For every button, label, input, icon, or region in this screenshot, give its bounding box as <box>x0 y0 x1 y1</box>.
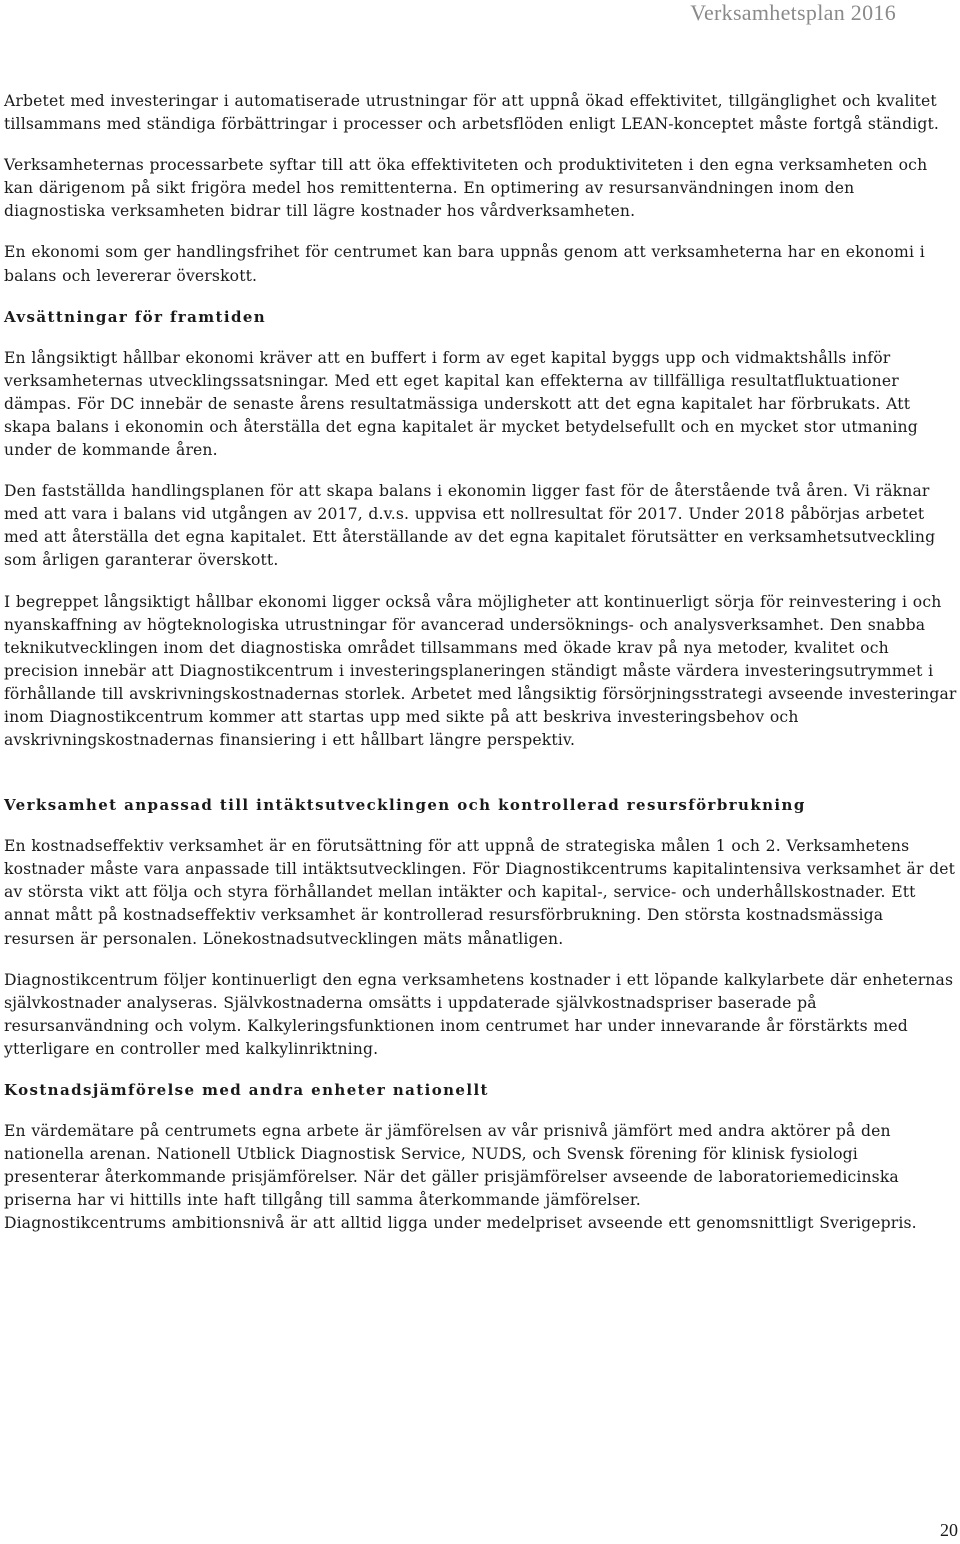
heading-resource-consumption: Verksamhet anpassad till intäktsutvecklingen och kontrollerad resursförbrukning <box>4 796 806 815</box>
running-header: Verksamhetsplan 2016 <box>690 0 896 25</box>
page-number: 20 <box>940 1520 958 1540</box>
document-body <box>4 90 958 1235</box>
paragraph-reinvestment: I begreppet långsiktigt hållbar ekonomi ligger också våra möjligheter att kontinuerligt sörja för reinvestering i och nyanskaffning av högteknologiska utrustningar för avancerad undersöknings- och analysverksamhet. Den snabba teknikutvecklingen inom det diagnostiska området tillsammans med ökade krav på nya metoder, kvalitet och precision innebär att Diagnostikcentrum i investeringsplaneringen ständigt måste värdera investeringsutrymmet i förhållande till avskrivningskostnadernas storlek. Arbetet med långsiktig försörjningsstrategi avseende investeringar inom Diagnostikcentrum kommer att startas upp med sikte på att beskriva investeringsbehov och avskrivningskostnadernas finansiering i ett hållbart längre perspektiv. <box>4 592 957 750</box>
paragraph-price-comparison: En värdemätare på centrumets egna arbete är jämförelsen av vår prisnivå jämfört med andra aktörer på den nationella arenan. Nationell Utblick Diagnostisk Service, NUDS, och Svensk förening för klinisk fysiologi presenterar återkommande prisjämförelser. När det gäller prisjämförelser avseende de laboratoriemedicinska priserna har vi hittills inte haft tillgång till samma återkommande jämförelser. <box>4 1122 899 1210</box>
paragraph-investments: Arbetet med investeringar i automatiserade utrustningar för att uppnå ökad effektivitet, tillgänglighet och kvalitet tillsammans med ständiga förbättringar i processer och arbetsflöden enligt LEAN-konceptet måste fortgå ständigt. <box>4 92 939 134</box>
paragraph-economy-freedom: En ekonomi som ger handlingsfrihet för centrumet kan bara uppnås genom att verksamheterna har en ekonomi i balans och levererar överskott. <box>4 243 925 285</box>
heading-provisions: Avsättningar för framtiden <box>4 307 267 326</box>
paragraph-action-plan: Den fastställda handlingsplanen för att skapa balans i ekonomin ligger fast för de återstående två åren. Vi räknar med att vara i balans vid utgången av 2017, d.v.s. uppvisa ett nollresultat för 2017. Under 2018 påbörjas arbetet med att återställa det egna kapitalet. Ett återställande av det egna kapitalet förutsätter en verksamhetsutveckling som årligen garanterar överskott. <box>4 482 936 570</box>
paragraph-ambition: Diagnostikcentrums ambitionsnivå är att alltid ligga under medelpriset avseende ett genomsnittligt Sverigepris. <box>4 1214 917 1233</box>
heading-national-comparison: Kostnadsjämförelse med andra enheter nationellt <box>4 1081 489 1099</box>
paragraph-process-work: Verksamheternas processarbete syftar till att öka effektiviteten och produktiviteten i den egna verksamheten och kan därigenom på sikt frigöra medel hos remittenterna. En optimering av resursanvändningen inom den diagnostiska verksamheten bidrar till lägre kostnader hos vårdverksamheten. <box>4 156 928 221</box>
paragraph-buffer-capital: En långsiktigt hållbar ekonomi kräver att en buffert i form av eget kapital byggs upp och vidmaktshålls inför verksamheternas utvecklingssatsningar. Med ett eget kapital kan effekterna av tillfälliga resultatfluktuationer dämpas. För DC innebär de senaste årens resultatmässiga underskott att det egna kapitalet har förbrukats. Att skapa balans i ekonomin och återställa det egna kapitalet är mycket betydelsefullt och en mycket stor utmaning under de kommande åren. <box>4 348 918 460</box>
paragraph-cost-calculation: Diagnostikcentrum följer kontinuerligt den egna verksamhetens kostnader i ett löpande kalkylarbete där enheternas självkostnader analyseras. Självkostnaderna omsätts i uppdaterade självkostnadspriser baserade på resursanvändning och volym. Kalkyleringsfunktionen inom centrumet har under innevarande år förstärkts med ytterligare en controller med kalkylinriktning. <box>4 970 954 1058</box>
paragraph-cost-efficiency: En kostnadseffektiv verksamhet är en förutsättning för att uppnå de strategiska målen 1 och 2. Verksamhetens kostnader måste vara anpassade till intäktsutvecklingen. För Diagnostikcentrums kapitalintensiva verksamhet är det av största vikt att följa och styra förhållandet mellan intäkter och kapital-, service- och underhållskostnader. Ett annat mått på kostnadseffektiv verksamhet är kontrollerad resursförbrukning. Den största kostnadsmässiga resursen är personalen. Lönekostnadsutvecklingen mäts månatligen. <box>4 837 956 948</box>
